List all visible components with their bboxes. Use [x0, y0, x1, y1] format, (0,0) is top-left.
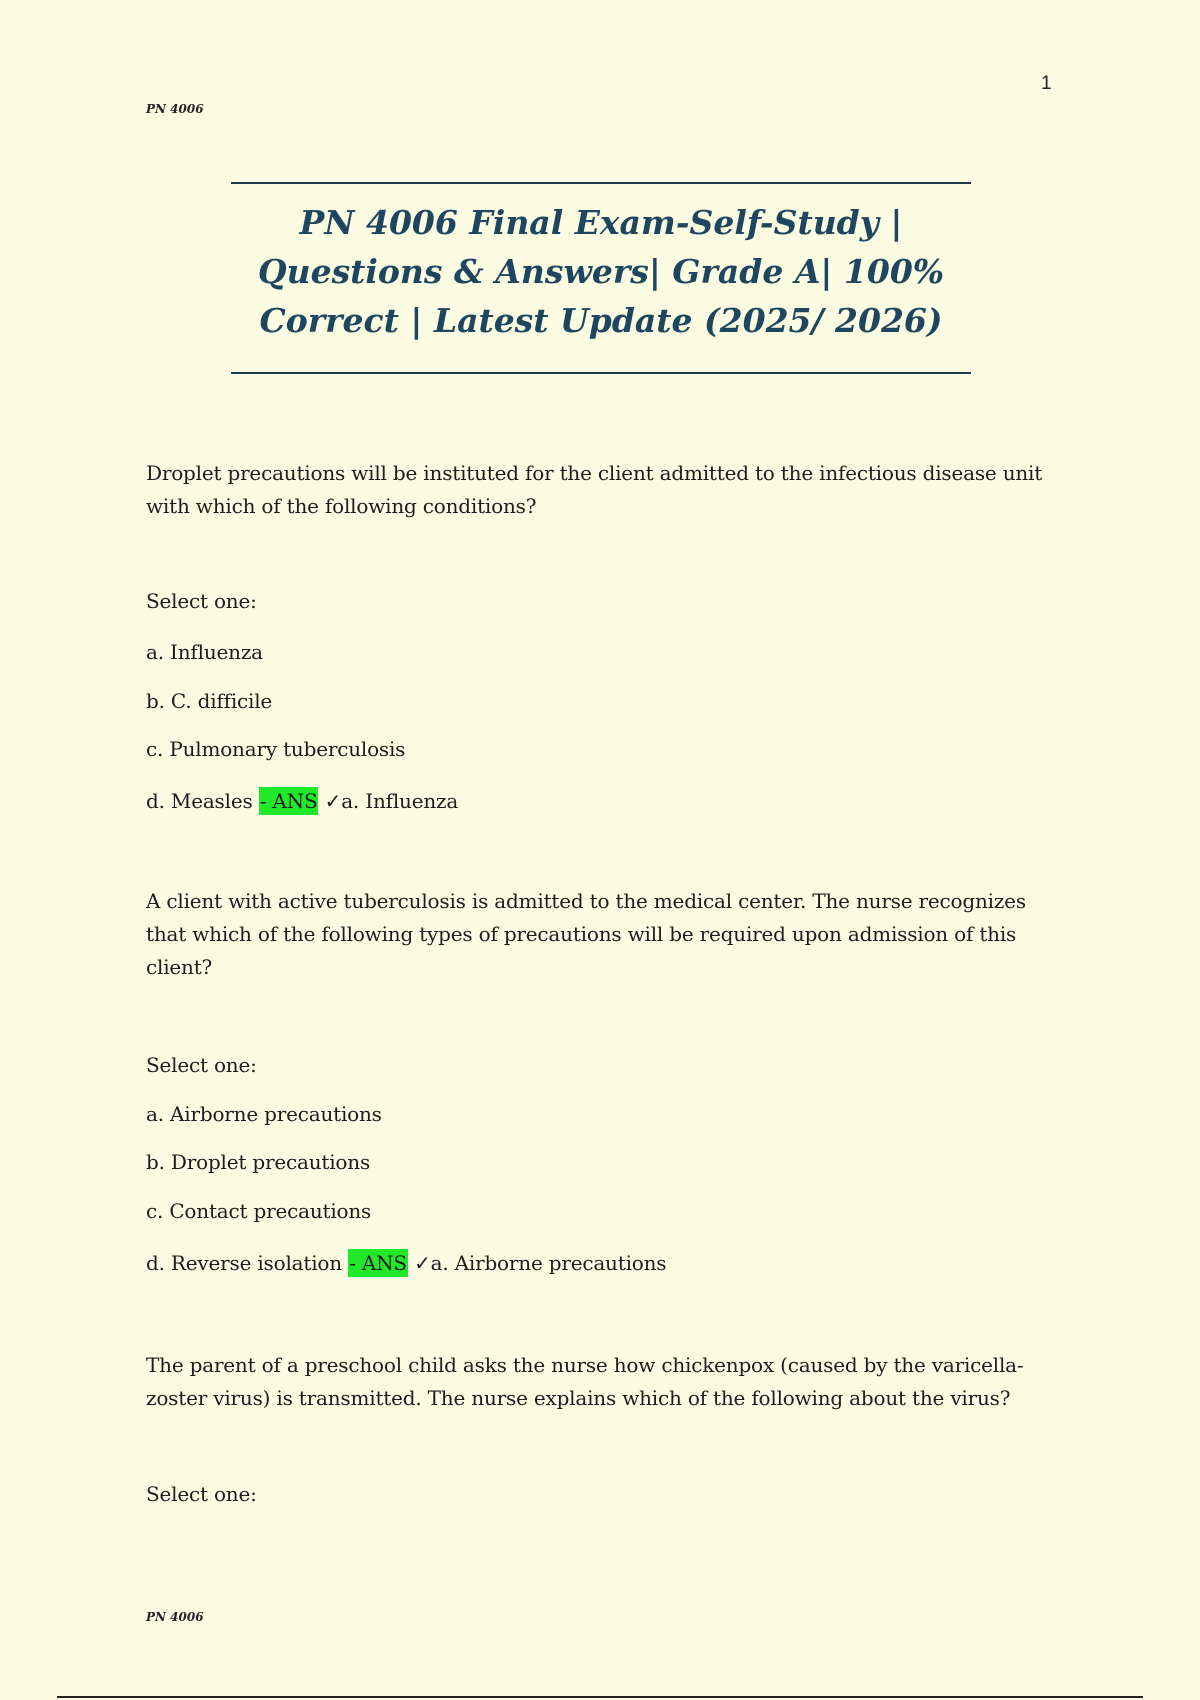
footer-label: PN 4006 [146, 1610, 204, 1624]
question-2-select-label: Select one: [146, 1053, 257, 1077]
page-number: 1 [1041, 73, 1052, 94]
question-2-option-d: d. Reverse isolation [146, 1251, 342, 1275]
question-1-answer-line [146, 785, 458, 818]
question-1-ans-tag: - ANS [259, 789, 318, 813]
title-rule-bottom [231, 372, 971, 374]
question-1-text: Droplet precautions will be instituted for the client admitted to the infectious disease unit with which of the following conditions? [146, 461, 1043, 518]
question-2-ans-tag: - ANS [349, 1251, 407, 1275]
title-rule-top [231, 182, 971, 184]
question-2-option-b: b. Droplet precautions [146, 1150, 371, 1174]
question-1-option-b: b. C. difficile [146, 689, 273, 713]
question-3-select-label: Select one: [146, 1482, 257, 1506]
question-1-select-label: Select one: [146, 589, 257, 613]
question-1-option-d: d. Measles [146, 789, 253, 813]
header-label: PN 4006 [146, 102, 204, 116]
question-2-text: A client with active tuberculosis is admitted to the medical center. The nurse recognizes that which of the following types of precautions will be required upon admission of this client? [146, 889, 1026, 979]
question-2-answer: ✓a. Airborne precautions [414, 1251, 667, 1275]
question-1-option-a: a. Influenza [146, 640, 263, 664]
question-1-option-c: c. Pulmonary tuberculosis [146, 737, 406, 761]
question-2-answer-line [146, 1247, 666, 1280]
page-bottom-rule [57, 1696, 1143, 1698]
question-2-option-c: c. Contact precautions [146, 1199, 372, 1223]
question-2-option-a: a. Airborne precautions [146, 1102, 382, 1126]
document-title: PN 4006 Final Exam-Self-Study | Questions & Answers| Grade A| 100% Correct | Latest Update (2025/ 2026) [257, 203, 945, 340]
question-1-answer: ✓a. Influenza [324, 789, 459, 813]
question-3-text: The parent of a preschool child asks the nurse how chickenpox (caused by the varicella-zoster virus) is transmitted. The nurse explains which of the following about the virus? [146, 1353, 1024, 1410]
